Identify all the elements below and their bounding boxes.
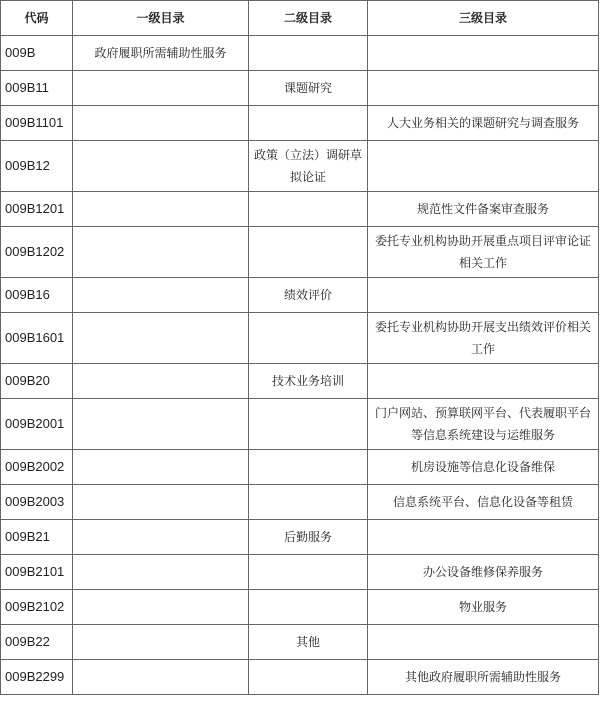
level3-cell: 门户网站、预算联网平台、代表履职平台等信息系统建设与运维服务 bbox=[368, 399, 599, 450]
level1-cell: 政府履职所需辅助性服务 bbox=[73, 36, 249, 71]
level2-cell bbox=[249, 399, 368, 450]
level1-cell bbox=[73, 227, 249, 278]
table-row bbox=[1, 106, 599, 141]
level3-cell bbox=[368, 364, 599, 399]
level2-cell: 课题研究 bbox=[249, 71, 368, 106]
table-row bbox=[1, 36, 599, 71]
level2-cell bbox=[249, 227, 368, 278]
header-row bbox=[1, 1, 599, 36]
level2-cell bbox=[249, 313, 368, 364]
level1-cell bbox=[73, 141, 249, 192]
code-cell: 009B2003 bbox=[1, 485, 73, 520]
level3-cell bbox=[368, 36, 599, 71]
table-row bbox=[1, 660, 599, 695]
code-cell: 009B2001 bbox=[1, 399, 73, 450]
code-cell: 009B1101 bbox=[1, 106, 73, 141]
level2-cell bbox=[249, 36, 368, 71]
level3-cell: 委托专业机构协助开展重点项目评审论证相关工作 bbox=[368, 227, 599, 278]
table-row bbox=[1, 71, 599, 106]
table-row bbox=[1, 364, 599, 399]
level3-cell: 其他政府履职所需辅助性服务 bbox=[368, 660, 599, 695]
table-row bbox=[1, 399, 599, 450]
code-cell: 009B2101 bbox=[1, 555, 73, 590]
level1-cell bbox=[73, 71, 249, 106]
level3-cell bbox=[368, 278, 599, 313]
code-cell: 009B2102 bbox=[1, 590, 73, 625]
level3-cell: 机房设施等信息化设备维保 bbox=[368, 450, 599, 485]
level2-cell bbox=[249, 106, 368, 141]
level1-cell bbox=[73, 590, 249, 625]
table-row bbox=[1, 141, 599, 192]
header-level1: 一级目录 bbox=[73, 1, 249, 36]
level2-cell bbox=[249, 590, 368, 625]
level1-cell bbox=[73, 399, 249, 450]
code-cell: 009B20 bbox=[1, 364, 73, 399]
level1-cell bbox=[73, 364, 249, 399]
table-row bbox=[1, 192, 599, 227]
code-cell: 009B2299 bbox=[1, 660, 73, 695]
code-cell: 009B21 bbox=[1, 520, 73, 555]
code-cell: 009B1201 bbox=[1, 192, 73, 227]
level2-cell: 后勤服务 bbox=[249, 520, 368, 555]
table-row bbox=[1, 485, 599, 520]
table-row bbox=[1, 520, 599, 555]
level3-cell: 人大业务相关的课题研究与调查服务 bbox=[368, 106, 599, 141]
level1-cell bbox=[73, 625, 249, 660]
level3-cell bbox=[368, 625, 599, 660]
table-row bbox=[1, 313, 599, 364]
level1-cell bbox=[73, 313, 249, 364]
level1-cell bbox=[73, 450, 249, 485]
table-row bbox=[1, 625, 599, 660]
level3-cell bbox=[368, 520, 599, 555]
code-cell: 009B bbox=[1, 36, 73, 71]
level1-cell bbox=[73, 192, 249, 227]
header-code: 代码 bbox=[1, 1, 73, 36]
level3-cell: 物业服务 bbox=[368, 590, 599, 625]
level2-cell: 绩效评价 bbox=[249, 278, 368, 313]
code-cell: 009B2002 bbox=[1, 450, 73, 485]
level2-cell: 技术业务培训 bbox=[249, 364, 368, 399]
level1-cell bbox=[73, 278, 249, 313]
level2-cell bbox=[249, 485, 368, 520]
code-cell: 009B22 bbox=[1, 625, 73, 660]
level1-cell bbox=[73, 555, 249, 590]
level3-cell: 信息系统平台、信息化设备等租赁 bbox=[368, 485, 599, 520]
level2-cell: 其他 bbox=[249, 625, 368, 660]
level1-cell bbox=[73, 660, 249, 695]
level2-cell bbox=[249, 660, 368, 695]
level1-cell bbox=[73, 485, 249, 520]
level2-cell bbox=[249, 555, 368, 590]
code-cell: 009B12 bbox=[1, 141, 73, 192]
code-cell: 009B16 bbox=[1, 278, 73, 313]
table-row bbox=[1, 555, 599, 590]
table-row bbox=[1, 227, 599, 278]
table-row bbox=[1, 450, 599, 485]
level2-cell: 政策（立法）调研草拟论证 bbox=[249, 141, 368, 192]
level3-cell bbox=[368, 71, 599, 106]
level1-cell bbox=[73, 106, 249, 141]
level3-cell: 委托专业机构协助开展支出绩效评价相关工作 bbox=[368, 313, 599, 364]
level2-cell bbox=[249, 192, 368, 227]
level3-cell bbox=[368, 141, 599, 192]
table-row bbox=[1, 278, 599, 313]
level3-cell: 办公设备维修保养服务 bbox=[368, 555, 599, 590]
code-cell: 009B1202 bbox=[1, 227, 73, 278]
level1-cell bbox=[73, 520, 249, 555]
header-level3: 三级目录 bbox=[368, 1, 599, 36]
code-cell: 009B1601 bbox=[1, 313, 73, 364]
level2-cell bbox=[249, 450, 368, 485]
code-cell: 009B11 bbox=[1, 71, 73, 106]
table-row bbox=[1, 590, 599, 625]
header-level2: 二级目录 bbox=[249, 1, 368, 36]
level3-cell: 规范性文件备案审查服务 bbox=[368, 192, 599, 227]
